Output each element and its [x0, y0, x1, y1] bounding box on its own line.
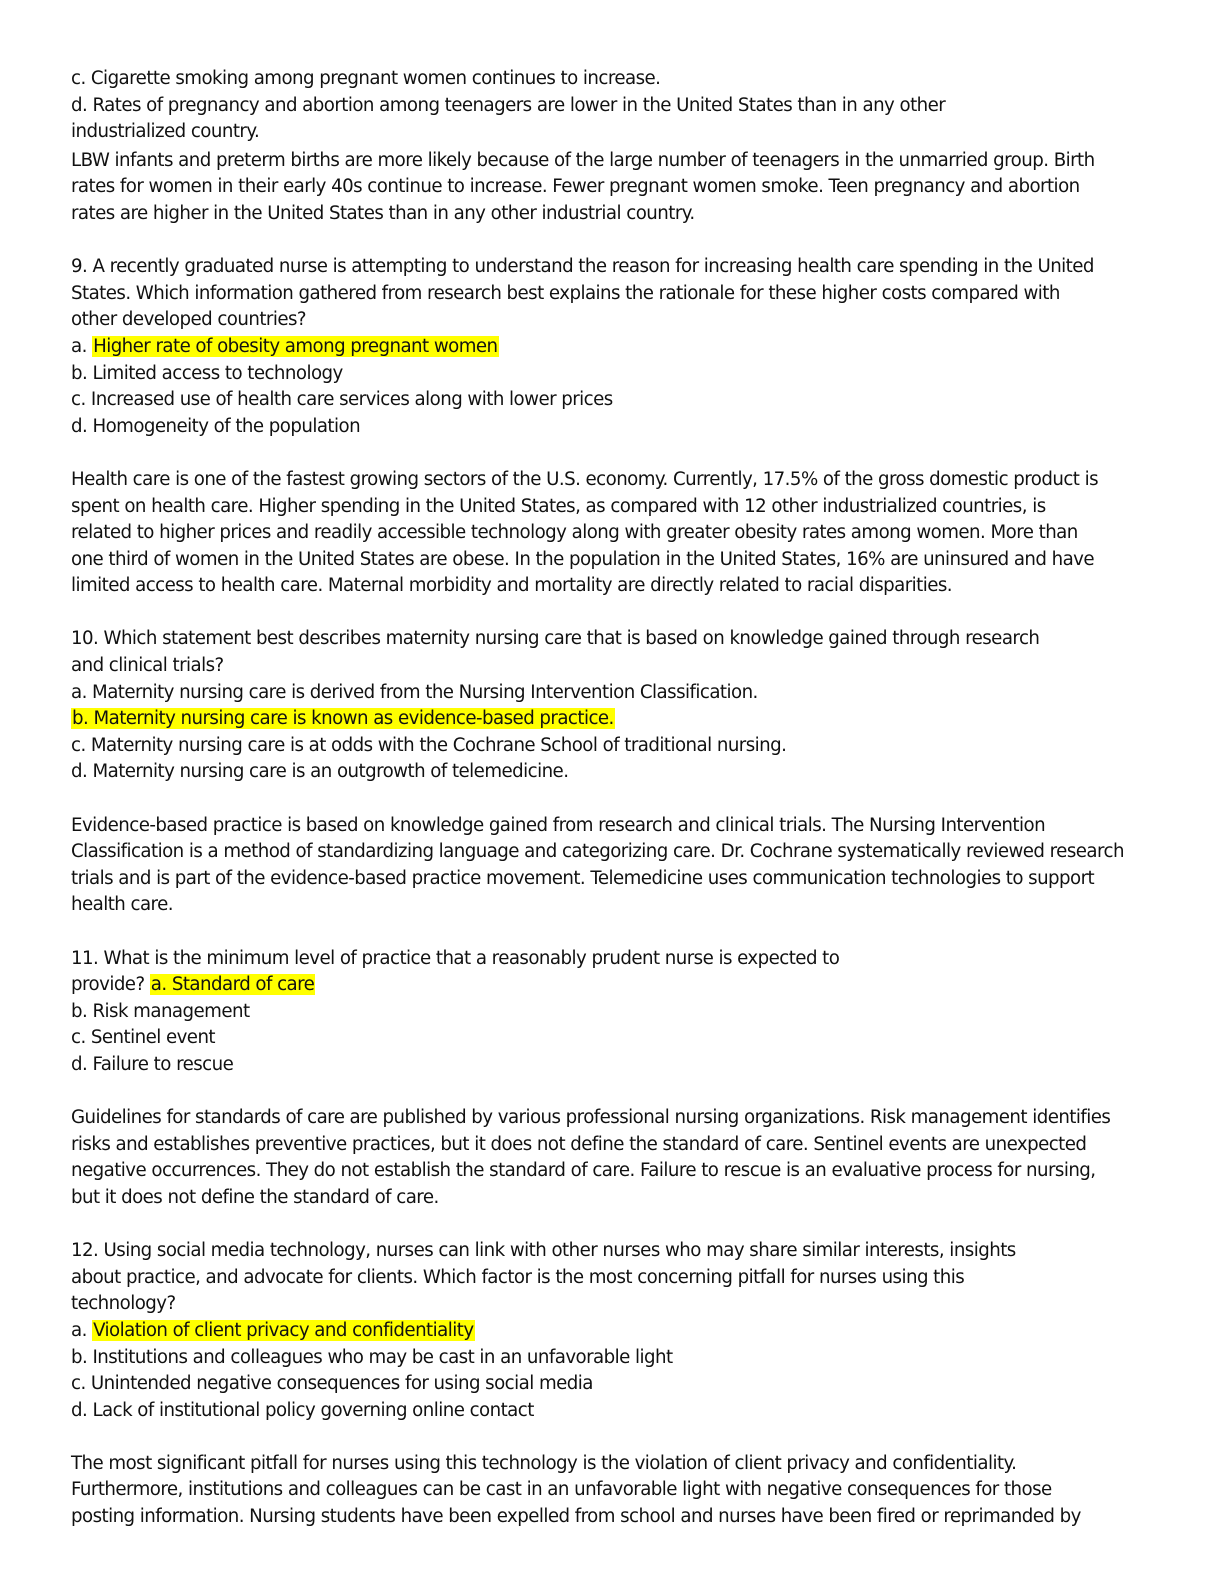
option-d-continued: industrialized country. [71, 121, 260, 143]
highlighted-answer: Higher rate of obesity among pregnant women [93, 335, 498, 357]
option-b: b. Institutions and colleagues who may be cast in an unfavorable light [71, 1346, 673, 1368]
question-10-line: and clinical trials? [71, 655, 224, 677]
rationale-line: related to higher prices and readily accessible technology along with greater obesity rates among women. More than [71, 522, 1078, 544]
rationale-line: Evidence-based practice is based on knowledge gained from research and clinical trials. The Nursing Intervention [71, 814, 1046, 836]
highlighted-answer: a. Standard of care [150, 974, 315, 996]
rationale-line: trials and is part of the evidence-based practice movement. Telemedicine uses communication technologies to support [71, 867, 1095, 889]
rationale-line: health care. [71, 894, 173, 916]
rationale-line: rates for women in their early 40s continue to increase. Fewer pregnant women smoke. Teen pregnancy and abortion [71, 176, 1080, 198]
option-a [71, 334, 1156, 361]
rationale-line: one third of women in the United States are obese. In the population in the United States, 16% are uninsured and have [71, 548, 1095, 570]
option-b: b. Risk management [71, 1000, 250, 1022]
question-9-line: States. Which information gathered from research best explains the rationale for these higher costs compared with [71, 282, 1060, 304]
option-c: c. Unintended negative consequences for using social media [71, 1373, 593, 1395]
rationale-line: The most significant pitfall for nurses using this technology is the violation of client privacy and confidentiality. [71, 1452, 1017, 1474]
rationale-line: LBW infants and preterm births are more likely because of the large number of teenagers in the unmarried group. Birth [71, 149, 1095, 171]
option-b: b. Limited access to technology [71, 362, 343, 384]
question-9-line: other developed countries? [71, 309, 307, 331]
question-12-line: 12. Using social media technology, nurses can link with other nurses who may share similar interests, insights [71, 1240, 1016, 1262]
rationale-line: Health care is one of the fastest growing sectors of the U.S. economy. Currently, 17.5% of the gross domestic product is [71, 468, 1099, 490]
option-d: d. Rates of pregnancy and abortion among teenagers are lower in the United States than in any other [71, 94, 946, 116]
rationale-line: Furthermore, institutions and colleagues can be cast in an unfavorable light with negative consequences for those [71, 1479, 1052, 1501]
question-12-line: technology? [71, 1293, 176, 1315]
option-c: c. Maternity nursing care is at odds with the Cochrane School of traditional nursing. [71, 734, 787, 756]
rationale-line: Guidelines for standards of care are published by various professional nursing organizations. Risk management identifies [71, 1107, 1111, 1129]
option-c: c. Sentinel event [71, 1027, 216, 1049]
rationale-line: negative occurrences. They do not establish the standard of care. Failure to rescue is an evaluative process for nursing, [71, 1160, 1096, 1182]
option-a-prefix: a. [71, 1319, 93, 1341]
question-11-line: 11. What is the minimum level of practice that a reasonably prudent nurse is expected to [71, 947, 840, 969]
rationale-line: but it does not define the standard of care. [71, 1186, 439, 1208]
rationale-line: posting information. Nursing students have been expelled from school and nurses have been fired or reprimanded by [71, 1506, 1081, 1528]
question-10-line: 10. Which statement best describes maternity nursing care that is based on knowledge gained through research [71, 628, 1040, 650]
option-c: c. Cigarette smoking among pregnant women continues to increase. [71, 68, 661, 89]
rationale-line: rates are higher in the United States than in any other industrial country. [71, 202, 695, 224]
option-a: a. Maternity nursing care is derived from the Nursing Intervention Classification. [71, 681, 758, 703]
rationale-line: limited access to health care. Maternal morbidity and mortality are directly related to racial disparities. [71, 575, 953, 597]
document-page [71, 66, 1156, 1531]
option-d: d. Lack of institutional policy governing online contact [71, 1399, 534, 1421]
question-9-line: 9. A recently graduated nurse is attempting to understand the reason for increasing health care spending in the United [71, 256, 1094, 278]
rationale-line: risks and establishes preventive practices, but it does not define the standard of care. Sentinel events are unexpected [71, 1133, 1087, 1155]
option-d: d. Maternity nursing care is an outgrowth of telemedicine. [71, 761, 569, 783]
option-c: c. Increased use of health care services along with lower prices [71, 389, 613, 411]
question-12-line: about practice, and advocate for clients. Which factor is the most concerning pitfall for nurses using this [71, 1266, 965, 1288]
question-11-line [71, 972, 1156, 999]
option-b [71, 706, 1156, 733]
option-d: d. Homogeneity of the population [71, 415, 361, 437]
highlighted-answer: Violation of client privacy and confidentiality [93, 1319, 474, 1341]
option-a [71, 1318, 1156, 1345]
option-a-prefix: a. [71, 335, 93, 357]
rationale-line: spent on health care. Higher spending in the United States, as compared with 12 other industrialized countries, is [71, 495, 1046, 517]
rationale-line: Classification is a method of standardizing language and categorizing care. Dr. Cochrane systematically reviewed research [71, 841, 1124, 863]
question-11-tail: provide? [71, 974, 150, 996]
highlighted-answer: b. Maternity nursing care is known as evidence-based practice. [72, 708, 614, 730]
option-d: d. Failure to rescue [71, 1053, 234, 1075]
